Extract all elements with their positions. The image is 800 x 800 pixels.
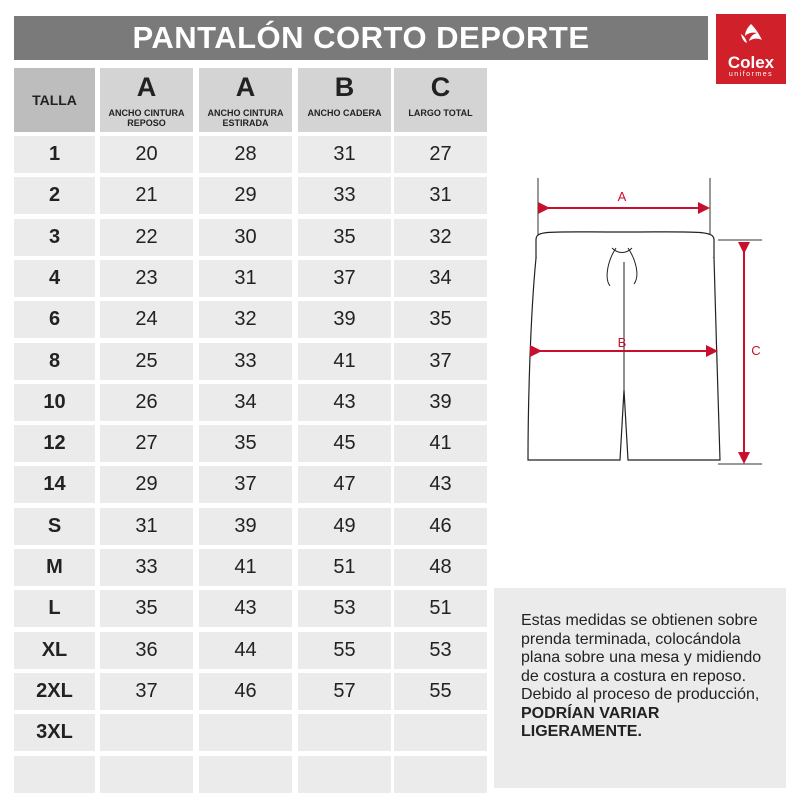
size-cell: 2 — [14, 177, 95, 214]
value-cell: 37 — [298, 260, 391, 297]
value-cell: 39 — [199, 508, 292, 545]
brand-logo — [716, 14, 786, 84]
value-cell: 39 — [394, 384, 487, 421]
value-cell — [394, 714, 487, 751]
value-cell: 53 — [394, 632, 487, 669]
value-cell: 37 — [199, 466, 292, 503]
value-cell: 30 — [199, 219, 292, 256]
value-cell: 25 — [100, 343, 193, 380]
title-bar — [14, 16, 708, 60]
value-cell — [298, 714, 391, 751]
value-cell: 31 — [298, 136, 391, 173]
value-cell — [298, 756, 391, 793]
value-cell: 43 — [394, 466, 487, 503]
note-bold-text: PODRÍAN VARIAR LIGERAMENTE. — [521, 704, 660, 740]
value-cell: 31 — [199, 260, 292, 297]
value-cell: 37 — [394, 343, 487, 380]
value-cell: 53 — [298, 590, 391, 627]
column-label: ANCHO CINTURA ESTIRADA — [207, 108, 284, 128]
label-c: C — [751, 343, 761, 358]
logo-brand: Colex — [727, 53, 775, 72]
column-label: ANCHO CINTURA REPOSO — [108, 108, 185, 128]
value-cell: 33 — [100, 549, 193, 586]
column-header — [394, 68, 487, 132]
value-cell: 22 — [100, 219, 193, 256]
value-cell: 26 — [100, 384, 193, 421]
value-cell: 21 — [100, 177, 193, 214]
size-cell: 2XL — [14, 673, 95, 710]
size-cell: 1 — [14, 136, 95, 173]
size-cell: S — [14, 508, 95, 545]
column-header — [100, 68, 193, 132]
value-cell — [100, 714, 193, 751]
column-header — [199, 68, 292, 132]
value-cell — [100, 756, 193, 793]
value-cell: 33 — [199, 343, 292, 380]
value-cell: 46 — [394, 508, 487, 545]
shorts-waistband — [536, 232, 714, 263]
value-cell: 43 — [298, 384, 391, 421]
value-cell: 34 — [394, 260, 487, 297]
value-cell: 57 — [298, 673, 391, 710]
value-cell: 48 — [394, 549, 487, 586]
value-cell: 41 — [298, 343, 391, 380]
value-cell: 23 — [100, 260, 193, 297]
logo-subtitle: uniformes — [728, 71, 774, 78]
value-cell: 27 — [394, 136, 487, 173]
value-cell: 41 — [199, 549, 292, 586]
value-cell — [199, 756, 292, 793]
value-cell: 55 — [298, 632, 391, 669]
bird-icon — [735, 20, 767, 52]
column-label: LARGO TOTAL — [408, 108, 473, 118]
value-cell: 55 — [394, 673, 487, 710]
size-cell: 12 — [14, 425, 95, 462]
value-cell — [394, 756, 487, 793]
value-cell: 36 — [100, 632, 193, 669]
value-cell: 35 — [100, 590, 193, 627]
value-cell: 39 — [298, 301, 391, 338]
value-cell: 41 — [394, 425, 487, 462]
measurement-note — [494, 588, 786, 788]
value-cell: 51 — [298, 549, 391, 586]
column-letter: A — [136, 72, 157, 102]
size-cell: 10 — [14, 384, 95, 421]
size-cell: 3XL — [14, 714, 95, 751]
value-cell: 31 — [394, 177, 487, 214]
value-cell — [199, 714, 292, 751]
value-cell: 44 — [199, 632, 292, 669]
value-cell: 20 — [100, 136, 193, 173]
value-cell: 31 — [100, 508, 193, 545]
value-cell: 29 — [199, 177, 292, 214]
label-b: B — [617, 335, 627, 350]
value-cell: 37 — [100, 673, 193, 710]
value-cell: 29 — [100, 466, 193, 503]
value-cell: 32 — [394, 219, 487, 256]
value-cell: 35 — [298, 219, 391, 256]
value-cell: 27 — [100, 425, 193, 462]
size-cell: 6 — [14, 301, 95, 338]
shorts-diagram — [500, 170, 790, 470]
value-cell: 45 — [298, 425, 391, 462]
label-a: A — [617, 189, 627, 204]
column-header — [298, 68, 391, 132]
size-cell: M — [14, 549, 95, 586]
value-cell: 35 — [199, 425, 292, 462]
size-cell: L — [14, 590, 95, 627]
size-cell — [14, 756, 95, 793]
value-cell: 51 — [394, 590, 487, 627]
value-cell: 46 — [199, 673, 292, 710]
column-letter: C — [430, 72, 451, 102]
talla-header: TALLA — [14, 68, 95, 132]
column-label: ANCHO CADERA — [307, 108, 382, 118]
page-title: PANTALÓN CORTO DEPORTE — [132, 20, 590, 55]
value-cell: 49 — [298, 508, 391, 545]
size-cell: XL — [14, 632, 95, 669]
column-letter: B — [334, 72, 355, 102]
size-cell: 8 — [14, 343, 95, 380]
size-cell: 14 — [14, 466, 95, 503]
value-cell: 28 — [199, 136, 292, 173]
size-cell: 4 — [14, 260, 95, 297]
value-cell: 35 — [394, 301, 487, 338]
value-cell: 33 — [298, 177, 391, 214]
value-cell: 32 — [199, 301, 292, 338]
note-text: Estas medidas se obtienen sobre prenda terminada, colocándola plana sobre una mesa y midiendo de costura a costura en reposo. Debido al proceso de producción, — [521, 612, 762, 703]
value-cell: 24 — [100, 301, 193, 338]
column-letter: A — [235, 72, 256, 102]
value-cell: 34 — [199, 384, 292, 421]
value-cell: 43 — [199, 590, 292, 627]
size-cell: 3 — [14, 219, 95, 256]
value-cell: 47 — [298, 466, 391, 503]
